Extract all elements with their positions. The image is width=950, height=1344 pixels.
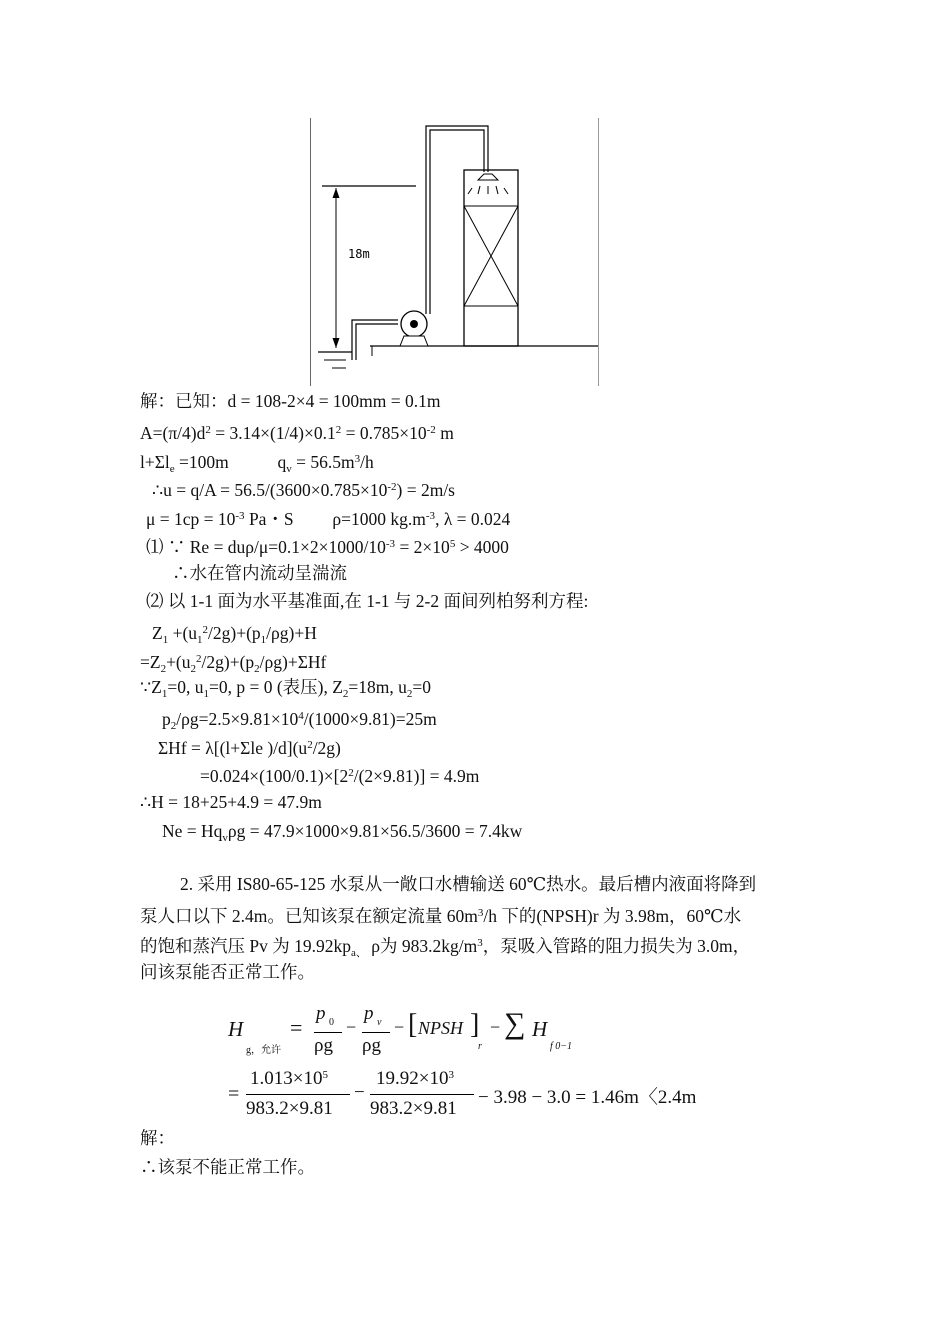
sup: -3 — [385, 538, 396, 550]
density-a: ρ=1000 kg.m — [332, 509, 426, 529]
spray-line-1 — [478, 186, 480, 194]
eq2-frac2-bar — [370, 1094, 474, 1095]
dimension-arrow-top — [333, 188, 340, 198]
eq2-num1-sup: 5 — [322, 1069, 328, 1081]
sol1-line-6 — [146, 532, 509, 559]
suction-pipe-inner — [356, 324, 398, 360]
tower-shell — [464, 170, 518, 346]
velocity-b: ) = 2m/s — [396, 480, 455, 500]
bern-2d: /ρg)+ΣHf — [259, 652, 327, 672]
friction-val-a: =0.024×(100/0.1)×[2 — [200, 766, 349, 786]
sup: 2 — [196, 653, 202, 665]
eq1-H-sub: g，允许 — [246, 1045, 281, 1056]
bern-1b: +(u — [168, 623, 198, 643]
eq1-rhog1: ρg — [314, 1035, 333, 1056]
cond-b: =0, u — [167, 677, 204, 697]
bern-2c: /2g)+(p — [201, 652, 255, 672]
suction-pipe — [352, 320, 398, 360]
problem2-text-1: 2. 采用 IS80-65-125 水泵从一敞口水槽输送 60℃热水。最后槽内液面将降到 — [180, 874, 757, 894]
sol1-line-11 — [140, 675, 431, 706]
eq2-den1: 983.2×9.81 — [246, 1098, 333, 1119]
eq1-pv-sub: v — [377, 1017, 382, 1028]
flow-a: q — [277, 452, 287, 472]
area-eq-b: = 3.14×(1/4)×0.1 — [210, 423, 336, 443]
sub: 1 — [197, 634, 203, 646]
sup: -2 — [426, 424, 436, 436]
spray-tower-diagram — [310, 118, 600, 386]
eq1-npsh: NPSH — [418, 1018, 463, 1038]
sup: 2 — [205, 424, 211, 436]
eq1-frac1-bar — [314, 1032, 342, 1033]
problem2-text-3b: ρ为 983.2kg/m — [366, 936, 478, 956]
eq1-rhog2: ρg — [362, 1035, 381, 1056]
problem2-line-2 — [140, 898, 741, 931]
eq2-num2: 19.92×10 — [376, 1068, 449, 1089]
area-eq-d: m — [435, 423, 454, 443]
sol1-line-1 — [140, 389, 441, 413]
area-eq-a: A=(π/4)d — [140, 423, 206, 443]
bern-2a: =Z — [140, 652, 161, 672]
cond-d: =18m, u — [348, 677, 407, 697]
power-b: ρg = 47.9×1000×9.81×56.5/3600 = 7.4kw — [227, 821, 523, 841]
sup: 5 — [449, 538, 456, 550]
eq2-frac1-bar — [246, 1094, 350, 1095]
sub: 2 — [160, 663, 167, 675]
sup: 2 — [335, 424, 342, 436]
sub: 1 — [260, 634, 267, 646]
length-a: l+Σl — [140, 452, 170, 472]
sup: 2 — [202, 624, 209, 636]
pump-hub — [410, 320, 418, 328]
sol2-conclusion-line — [140, 1155, 315, 1179]
press-c: /(1000×9.81)=25m — [303, 709, 437, 729]
press-b: /ρg=2.5×9.81×10 — [176, 709, 299, 729]
velocity-a: ∴u = q/A = 56.5/(3600×0.785×10 — [152, 480, 388, 500]
spray-line-3 — [496, 186, 498, 194]
sol1-line-13 — [158, 733, 341, 760]
eq1-equals: = — [290, 1015, 303, 1040]
height-label: 18m — [348, 247, 370, 261]
cond-c: =0, p = 0 (表压), Z — [208, 677, 343, 697]
eq2-equals: = — [228, 1083, 240, 1105]
sol1-line-2 — [140, 418, 454, 445]
discharge-pipe-inner — [430, 130, 484, 314]
discharge-pipe — [426, 126, 488, 314]
sup: 3 — [354, 453, 361, 465]
flow-c: /h — [360, 452, 374, 472]
cond-e: =0 — [412, 677, 432, 697]
sol2-conclusion: ∴该泵不能正常工作。 — [140, 1157, 315, 1177]
viscosity-a: μ = 1cp = 10 — [146, 509, 236, 529]
density-b: , λ = 0.024 — [435, 509, 511, 529]
sup: -2 — [387, 481, 397, 493]
eq1-H: H — [228, 1017, 244, 1041]
sol2-label-line — [140, 1126, 175, 1150]
spray-line-4 — [468, 188, 472, 194]
turbulent-conclusion: ∴水在管内流动呈湍流 — [172, 563, 347, 583]
sol1-line-4 — [152, 475, 455, 502]
given-values: 解：已知：d = 108-2×4 = 100mm = 0.1m — [140, 391, 441, 411]
sol2-label: 解： — [140, 1128, 175, 1148]
sup: 2 — [348, 767, 354, 779]
flow-b: = 56.5m — [291, 452, 355, 472]
eq1-pv: p — [364, 1003, 374, 1024]
sup: 3 — [477, 937, 483, 949]
eq1-p0-sub: 0 — [329, 1017, 334, 1028]
problem2-text-2a: 泵人口以下 2.4m。已知该泵在额定流量 60m — [140, 906, 478, 926]
reynolds-c: > 4000 — [455, 537, 509, 557]
sub: 2 — [190, 663, 197, 675]
sub: 2 — [342, 688, 349, 700]
sprinkler-icon — [478, 174, 498, 180]
problem2-line-1 — [180, 869, 756, 899]
problem2-text-3c: ，泵吸入管路的阻力损失为 3.0m， — [482, 936, 751, 956]
pump-base — [400, 336, 428, 346]
cond-a: ∵Z — [140, 677, 162, 697]
reynolds-a: ⑴ ∵ Re = duρ/μ=0.1×2×1000/10 — [146, 537, 386, 557]
sub: a、 — [350, 947, 367, 959]
eq1-sigma: ∑ — [504, 1007, 526, 1040]
head-result: ∴H = 18+25+4.9 = 47.9m — [140, 792, 322, 812]
sol1-line-7 — [172, 561, 347, 585]
sol1-line-5 — [146, 504, 510, 531]
length-b: =100m — [174, 452, 229, 472]
eq2-num2-sup: 3 — [448, 1069, 454, 1081]
sub: e — [169, 463, 175, 475]
diagram-svg — [310, 118, 600, 386]
problem2-text-3a: 的饱和蒸汽压 Pv 为 19.92kp — [140, 936, 351, 956]
sup: -3 — [425, 510, 436, 522]
spray-line-5 — [504, 188, 508, 194]
sub: v — [286, 463, 292, 475]
eq1-H2-sub: f 0−1 — [550, 1041, 573, 1052]
sup: 4 — [298, 710, 304, 722]
eq1-p0: p — [316, 1003, 326, 1024]
eq2-den2: 983.2×9.81 — [370, 1098, 457, 1119]
sup: 3 — [477, 907, 484, 919]
bernoulli-setup: ⑵ 以 1-1 面为水平基准面,在 1-1 与 2-2 面间列柏努利方程: — [146, 591, 589, 611]
sol1-line-15 — [140, 790, 322, 814]
bern-1c: /2g)+(p — [208, 623, 261, 643]
sub: 1 — [162, 634, 169, 646]
sub: 2 — [406, 688, 413, 700]
problem2-text-4: 问该泵能否正常工作。 — [140, 962, 315, 982]
press-a: p — [162, 709, 171, 729]
viscosity-b: Pa・S — [244, 509, 294, 529]
eq2-result: − 3.98 − 3.0 = 1.46m〈2.4m — [478, 1087, 697, 1108]
dimension-arrow-bottom — [333, 338, 340, 348]
problem2-text-2b: /h 下的(NPSH)r 为 3.98m，60℃水 — [483, 906, 742, 926]
equation-numeric: = $1.013\times 10^5$ 983.2×9.81 − $19.92\times 10^3$ 983.2×9.81 − 3.98 − 3.0 = 1.46m〈2.4m — [228, 1068, 697, 1119]
sub: 2 — [254, 663, 260, 675]
eq1-H2: H — [532, 1017, 548, 1041]
area-eq-c: = 0.785×10 — [341, 423, 427, 443]
sol1-line-14 — [200, 761, 479, 788]
sub: v — [222, 832, 228, 844]
friction-a: ΣHf = λ[(l+Σle )/d](u — [158, 738, 308, 758]
reynolds-b: = 2×10 — [395, 537, 450, 557]
sol1-line-8 — [146, 589, 588, 613]
eq1-npsh-sub: r — [478, 1041, 482, 1052]
bern-1a: Z — [152, 623, 163, 643]
equation-allowable-height: H g，允许 = p 0 ρg − p v ρg − [ NPSH ] r − ∑ H f 0−1 — [228, 1003, 573, 1056]
friction-b: /2g) — [312, 738, 341, 758]
bern-2b: +(u — [166, 652, 191, 672]
eq1-frac2-bar — [362, 1032, 390, 1033]
sol1-line-16 — [162, 819, 522, 850]
bern-1d: /ρg)+H — [266, 623, 317, 643]
problem2-line-4 — [140, 957, 315, 987]
sup: 2 — [307, 739, 313, 751]
eq2-num1: 1.013×10 — [250, 1068, 323, 1089]
sub: 2 — [170, 720, 177, 732]
sub: 1 — [203, 688, 209, 700]
sup: -3 — [235, 510, 245, 522]
friction-val-b: /(2×9.81)] = 4.9m — [353, 766, 480, 786]
sub: 1 — [161, 688, 168, 700]
power-a: Ne = Hq — [162, 821, 223, 841]
